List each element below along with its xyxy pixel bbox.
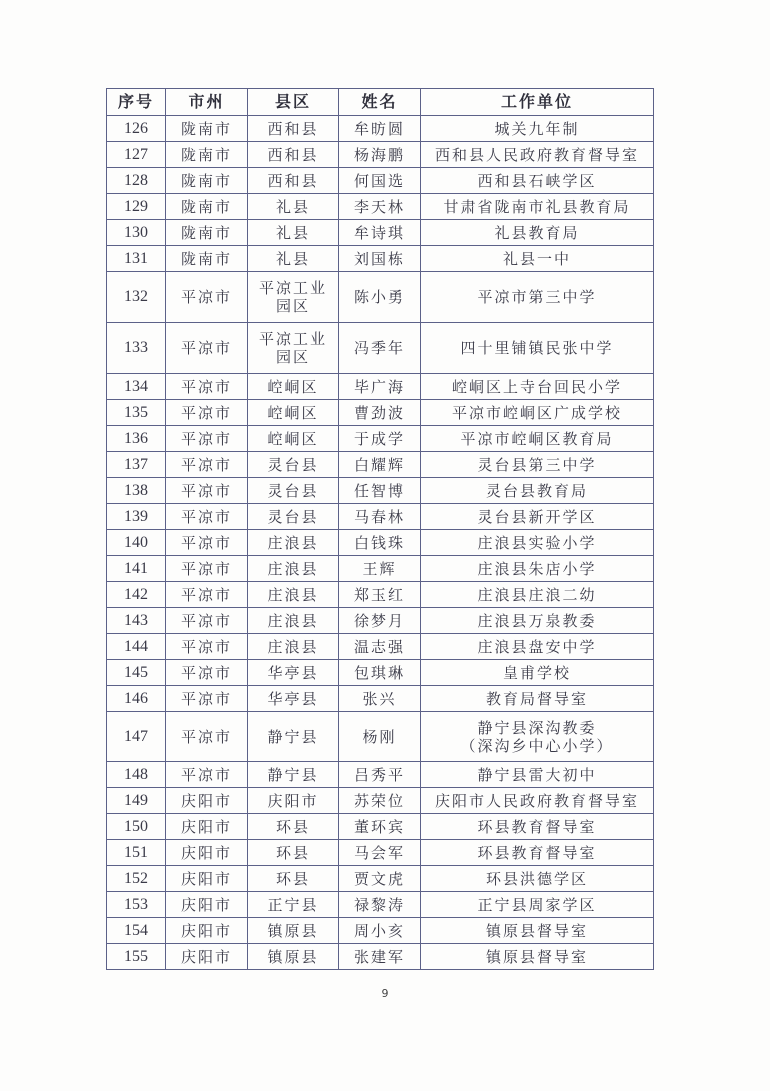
cell-county: 灵台县 (248, 504, 339, 530)
table-row (107, 272, 654, 323)
cell-unit: 环县教育督导室 (421, 840, 654, 866)
cell-county: 正宁县 (248, 892, 339, 918)
table-row (107, 814, 654, 840)
cell-name: 牟昉圆 (339, 116, 421, 142)
cell-name: 吕秀平 (339, 762, 421, 788)
table-header-row (107, 89, 654, 116)
cell-city: 陇南市 (166, 246, 248, 272)
cell-county (248, 272, 339, 323)
cell-unit-line: 静宁县深沟教委 (477, 718, 597, 737)
cell-unit: 礼县教育局 (421, 220, 654, 246)
cell-seq: 142 (107, 582, 166, 608)
cell-name: 张兴 (339, 686, 421, 712)
cell-name: 苏荣位 (339, 788, 421, 814)
table-row (107, 892, 654, 918)
cell-seq: 127 (107, 142, 166, 168)
cell-name: 董环宾 (339, 814, 421, 840)
cell-county-line: 园区 (275, 348, 310, 366)
cell-unit: 正宁县周家学区 (421, 892, 654, 918)
cell-seq: 150 (107, 814, 166, 840)
cell-unit: 镇原县督导室 (421, 944, 654, 970)
cell-seq: 141 (107, 556, 166, 582)
cell-county: 静宁县 (248, 712, 339, 762)
cell-county: 礼县 (248, 194, 339, 220)
cell-name: 温志强 (339, 634, 421, 660)
cell-city: 平凉市 (166, 272, 248, 323)
cell-city: 庆阳市 (166, 814, 248, 840)
table-row (107, 400, 654, 426)
cell-name: 徐梦月 (339, 608, 421, 634)
header-county: 县区 (248, 89, 339, 116)
cell-unit: 环县教育督导室 (421, 814, 654, 840)
cell-county: 崆峒区 (248, 426, 339, 452)
cell-seq: 146 (107, 686, 166, 712)
cell-city: 陇南市 (166, 220, 248, 246)
table-row (107, 452, 654, 478)
cell-seq: 140 (107, 530, 166, 556)
cell-city: 陇南市 (166, 116, 248, 142)
table-row (107, 918, 654, 944)
header-seq: 序号 (107, 89, 166, 116)
cell-county: 庄浪县 (248, 634, 339, 660)
table-row (107, 788, 654, 814)
cell-county-line: 平凉工业 (258, 279, 327, 297)
table-row (107, 582, 654, 608)
cell-city: 庆阳市 (166, 866, 248, 892)
cell-county: 庄浪县 (248, 556, 339, 582)
cell-city: 平凉市 (166, 712, 248, 762)
cell-city: 陇南市 (166, 142, 248, 168)
cell-name: 杨海鹏 (339, 142, 421, 168)
cell-name: 曹劲波 (339, 400, 421, 426)
cell-seq: 126 (107, 116, 166, 142)
table-row (107, 634, 654, 660)
cell-seq: 129 (107, 194, 166, 220)
table-row (107, 762, 654, 788)
cell-seq: 139 (107, 504, 166, 530)
cell-name: 郑玉红 (339, 582, 421, 608)
cell-county: 环县 (248, 814, 339, 840)
cell-city: 庆阳市 (166, 918, 248, 944)
cell-unit: 灵台县教育局 (421, 478, 654, 504)
cell-seq: 138 (107, 478, 166, 504)
table-row (107, 142, 654, 168)
cell-city: 陇南市 (166, 194, 248, 220)
cell-name: 何国选 (339, 168, 421, 194)
cell-county: 礼县 (248, 220, 339, 246)
cell-unit: 庆阳市人民政府教育督导室 (421, 788, 654, 814)
cell-unit: 庄浪县庄浪二幼 (421, 582, 654, 608)
cell-county: 崆峒区 (248, 374, 339, 400)
cell-city: 平凉市 (166, 634, 248, 660)
table-row (107, 478, 654, 504)
cell-unit: 城关九年制 (421, 116, 654, 142)
header-city: 市州 (166, 89, 248, 116)
cell-name: 马春林 (339, 504, 421, 530)
cell-unit: 教育局督导室 (421, 686, 654, 712)
page-number: 9 (381, 987, 389, 1000)
cell-city: 平凉市 (166, 452, 248, 478)
cell-county: 庄浪县 (248, 582, 339, 608)
cell-county: 西和县 (248, 116, 339, 142)
cell-county: 庄浪县 (248, 530, 339, 556)
cell-name: 张建军 (339, 944, 421, 970)
cell-county: 镇原县 (248, 944, 339, 970)
cell-city: 平凉市 (166, 608, 248, 634)
cell-seq: 133 (107, 323, 166, 374)
cell-city: 平凉市 (166, 686, 248, 712)
cell-city: 庆阳市 (166, 892, 248, 918)
cell-name: 白耀辉 (339, 452, 421, 478)
cell-unit: 静宁县雷大初中 (421, 762, 654, 788)
cell-name: 任智博 (339, 478, 421, 504)
cell-unit: 灵台县第三中学 (421, 452, 654, 478)
cell-name: 禄黎涛 (339, 892, 421, 918)
cell-unit-line: （深沟乡中心小学） (460, 736, 614, 755)
cell-seq: 148 (107, 762, 166, 788)
cell-county: 环县 (248, 840, 339, 866)
table-row (107, 504, 654, 530)
cell-county-line: 园区 (275, 297, 310, 315)
cell-seq: 155 (107, 944, 166, 970)
table-row (107, 323, 654, 374)
cell-seq: 151 (107, 840, 166, 866)
cell-unit: 四十里铺镇民张中学 (421, 323, 654, 374)
cell-unit: 平凉市崆峒区广成学校 (421, 400, 654, 426)
cell-unit: 皇甫学校 (421, 660, 654, 686)
cell-name: 冯季年 (339, 323, 421, 374)
cell-name: 牟诗琪 (339, 220, 421, 246)
cell-county: 西和县 (248, 168, 339, 194)
cell-unit: 庄浪县盘安中学 (421, 634, 654, 660)
cell-unit: 崆峒区上寺台回民小学 (421, 374, 654, 400)
cell-city: 平凉市 (166, 374, 248, 400)
cell-name: 马会军 (339, 840, 421, 866)
cell-seq: 149 (107, 788, 166, 814)
cell-county: 西和县 (248, 142, 339, 168)
table-row (107, 686, 654, 712)
table-row (107, 866, 654, 892)
cell-seq: 143 (107, 608, 166, 634)
cell-name: 刘国栋 (339, 246, 421, 272)
header-unit: 工作单位 (421, 89, 654, 116)
cell-seq: 128 (107, 168, 166, 194)
cell-city: 平凉市 (166, 504, 248, 530)
table-row (107, 220, 654, 246)
cell-seq: 144 (107, 634, 166, 660)
cell-city: 平凉市 (166, 426, 248, 452)
cell-unit (421, 712, 654, 762)
cell-county: 静宁县 (248, 762, 339, 788)
cell-city: 陇南市 (166, 168, 248, 194)
cell-seq: 137 (107, 452, 166, 478)
cell-county: 华亭县 (248, 660, 339, 686)
cell-name: 李天林 (339, 194, 421, 220)
cell-unit: 礼县一中 (421, 246, 654, 272)
cell-city: 平凉市 (166, 530, 248, 556)
cell-county: 环县 (248, 866, 339, 892)
cell-name: 周小亥 (339, 918, 421, 944)
table-row (107, 608, 654, 634)
cell-county (248, 323, 339, 374)
cell-seq: 131 (107, 246, 166, 272)
cell-seq: 134 (107, 374, 166, 400)
cell-city: 庆阳市 (166, 944, 248, 970)
cell-city: 平凉市 (166, 762, 248, 788)
cell-unit: 庄浪县实验小学 (421, 530, 654, 556)
personnel-table (106, 88, 654, 970)
cell-name: 包琪琳 (339, 660, 421, 686)
cell-seq: 154 (107, 918, 166, 944)
cell-city: 平凉市 (166, 400, 248, 426)
cell-seq: 132 (107, 272, 166, 323)
cell-unit: 平凉市第三中学 (421, 272, 654, 323)
cell-city: 平凉市 (166, 556, 248, 582)
table-row (107, 660, 654, 686)
table-row (107, 556, 654, 582)
table-row (107, 712, 654, 762)
cell-county: 镇原县 (248, 918, 339, 944)
table-row (107, 246, 654, 272)
table-row (107, 116, 654, 142)
cell-county-line: 平凉工业 (258, 330, 327, 348)
table-row (107, 530, 654, 556)
cell-unit: 镇原县督导室 (421, 918, 654, 944)
cell-county: 华亭县 (248, 686, 339, 712)
cell-name: 毕广海 (339, 374, 421, 400)
cell-seq: 152 (107, 866, 166, 892)
cell-county: 庄浪县 (248, 608, 339, 634)
cell-city: 庆阳市 (166, 840, 248, 866)
cell-city: 平凉市 (166, 582, 248, 608)
cell-name: 王辉 (339, 556, 421, 582)
cell-unit: 甘肃省陇南市礼县教育局 (421, 194, 654, 220)
cell-county: 灵台县 (248, 478, 339, 504)
cell-seq: 147 (107, 712, 166, 762)
cell-unit: 庄浪县万泉教委 (421, 608, 654, 634)
cell-seq: 153 (107, 892, 166, 918)
cell-county: 礼县 (248, 246, 339, 272)
cell-name: 贾文虎 (339, 866, 421, 892)
table-row (107, 374, 654, 400)
cell-unit: 平凉市崆峒区教育局 (421, 426, 654, 452)
cell-county: 灵台县 (248, 452, 339, 478)
header-name: 姓名 (339, 89, 421, 116)
cell-name: 白钱珠 (339, 530, 421, 556)
cell-name: 陈小勇 (339, 272, 421, 323)
cell-city: 平凉市 (166, 323, 248, 374)
cell-seq: 136 (107, 426, 166, 452)
table-row (107, 194, 654, 220)
table-row (107, 426, 654, 452)
cell-unit: 西和县石峡学区 (421, 168, 654, 194)
cell-name: 于成学 (339, 426, 421, 452)
cell-county: 崆峒区 (248, 400, 339, 426)
cell-unit: 灵台县新开学区 (421, 504, 654, 530)
cell-seq: 130 (107, 220, 166, 246)
cell-unit: 环县洪德学区 (421, 866, 654, 892)
table-row (107, 168, 654, 194)
cell-city: 平凉市 (166, 660, 248, 686)
cell-seq: 145 (107, 660, 166, 686)
cell-seq: 135 (107, 400, 166, 426)
cell-unit: 庄浪县朱店小学 (421, 556, 654, 582)
cell-county: 庆阳市 (248, 788, 339, 814)
table-row (107, 944, 654, 970)
cell-city: 平凉市 (166, 478, 248, 504)
table-row (107, 840, 654, 866)
cell-unit: 西和县人民政府教育督导室 (421, 142, 654, 168)
cell-name: 杨刚 (339, 712, 421, 762)
cell-city: 庆阳市 (166, 788, 248, 814)
